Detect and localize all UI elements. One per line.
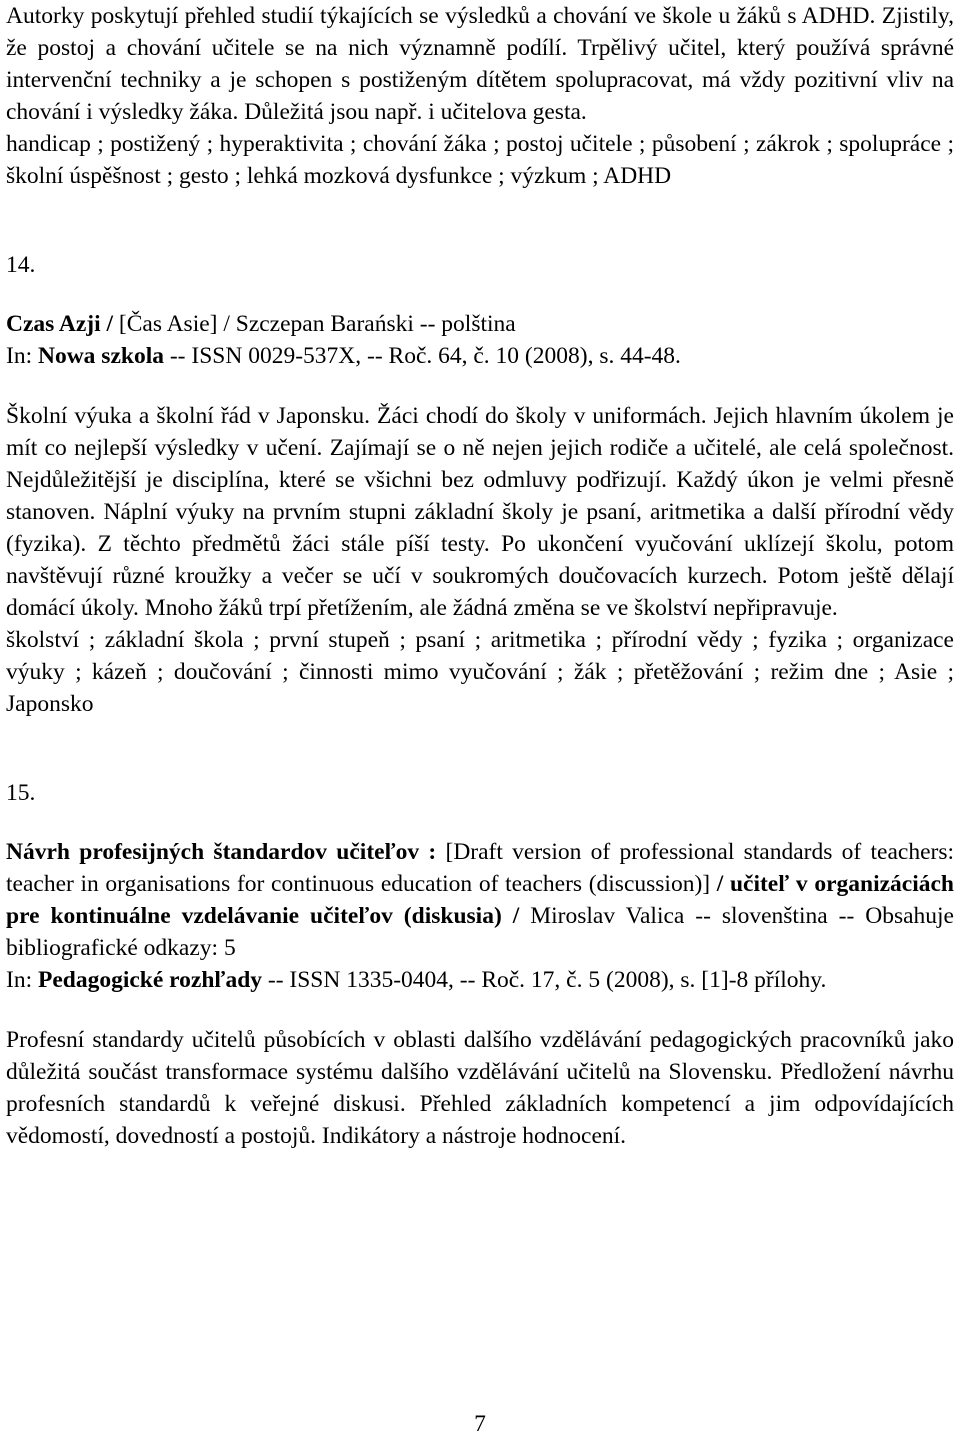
item15-abstract: Profesní standardy učitelů působících v oblasti dalšího vzdělávání pedagogických pracovníků jako důležitá součást transformace systému dalšího vzdělávání učitelů na Slovensku. Předložení návrhu profesních standardů k veřejné diskusi. Přehled základních kompetencí a jim odpovídajících vědomostí, dovedností a postojů. Indikátory a nástroje hodnocení. xyxy=(6,1027,954,1149)
item15-title-translation: [Draft version of professional standards of teachers: teacher in organisations for continuous education of teachers (discussion)] xyxy=(6,839,955,897)
item15-journal: Pedagogické rozhľady xyxy=(37,967,263,993)
item14-abstract: Školní výuka a školní řád v Japonsku. Žáci chodí do školy v uniformách. Jejich hlavním úkolem je mít co nejlepší výsledky v učení. Zajímají se o ně nejen jejich rodiče a učitelé, ale celá společnost. Nejdůležitější je disciplína, které se všichni bez odmluvy podřizují. Každý úkon je velmi přesně stanoven. Náplní výuky na prvním stupni základní školy je psaní, aritmetika a další přírodní vědy (fyzika). Z těchto předmětů žáci stále píší testy. Po ukončení vyučování uklízejí školu, potom navštěvují různé kroužky a večer se učí v soukromých doučovacích kurzech. Potom ještě dělají domácí úkoly. Mnoho žáků trpí přetížením, ale žádná změna se ve školství nepřipravuje. xyxy=(6,403,954,621)
item13-keywords: handicap ; postižený ; hyperaktivita ; chování žáka ; postoj učitele ; působení ; zákrok ; spolupráce ; školní úspěšnost ; gesto ; lehká mozková dysfunkce ; výzkum ; ADHD xyxy=(6,131,954,189)
item15-citation xyxy=(6,836,954,996)
item15-number: 15. xyxy=(6,780,36,806)
item15-parallel-title: / učiteľ v organizáciách pre kontinuálne vzdelávanie učiteľov (diskusia) / xyxy=(6,871,954,929)
item14-keywords: školství ; základní škola ; první stupeň ; psaní ; aritmetika ; přírodní vědy ; fyzika ; organizace výuky ; kázeň ; doučování ; činnosti mimo vyučování ; žák ; přetěžování ; režim dne ; Asie ; Japonsko xyxy=(6,627,954,717)
item14-title: Czas Azji / xyxy=(6,311,114,337)
item15-author-info: Miroslav Valica -- slovenština -- Obsahuje bibliografické odkazy: 5 xyxy=(6,903,954,961)
page-content xyxy=(6,0,954,1152)
page-number: 7 xyxy=(474,1411,486,1437)
item14-title-rest: [Čas Asie] / Szczepan Barański -- polština xyxy=(113,311,516,337)
item14-number: 14. xyxy=(6,252,36,278)
item13-abstract: Autorky poskytují přehled studií týkajících se výsledků a chování ve škole u žáků s ADHD. Zjistily, že postoj a chování učitele se na nich významně podílí. Trpělivý učitel, který používá správné intervenční techniky a je schopen s postiženým dítětem spolupracovat, má vždy pozitivní vliv na chování i výsledky žáka. Důležitá jsou např. i učitelova gesta. xyxy=(6,3,954,125)
item15-in-rest: -- ISSN 1335-0404, -- Roč. 17, č. 5 (2008), s. [1]-8 přílohy. xyxy=(262,967,827,993)
item15-in-prefix: In: xyxy=(6,967,38,993)
item14-in-rest: -- ISSN 0029-537X, -- Roč. 64, č. 10 (2008), s. 44-48. xyxy=(163,343,681,369)
item14-journal: Nowa szkola xyxy=(37,343,164,369)
item15-title: Návrh profesijných štandardov učiteľov : xyxy=(6,839,437,865)
item14-citation xyxy=(6,308,954,372)
item14-in-prefix: In: xyxy=(6,343,38,369)
